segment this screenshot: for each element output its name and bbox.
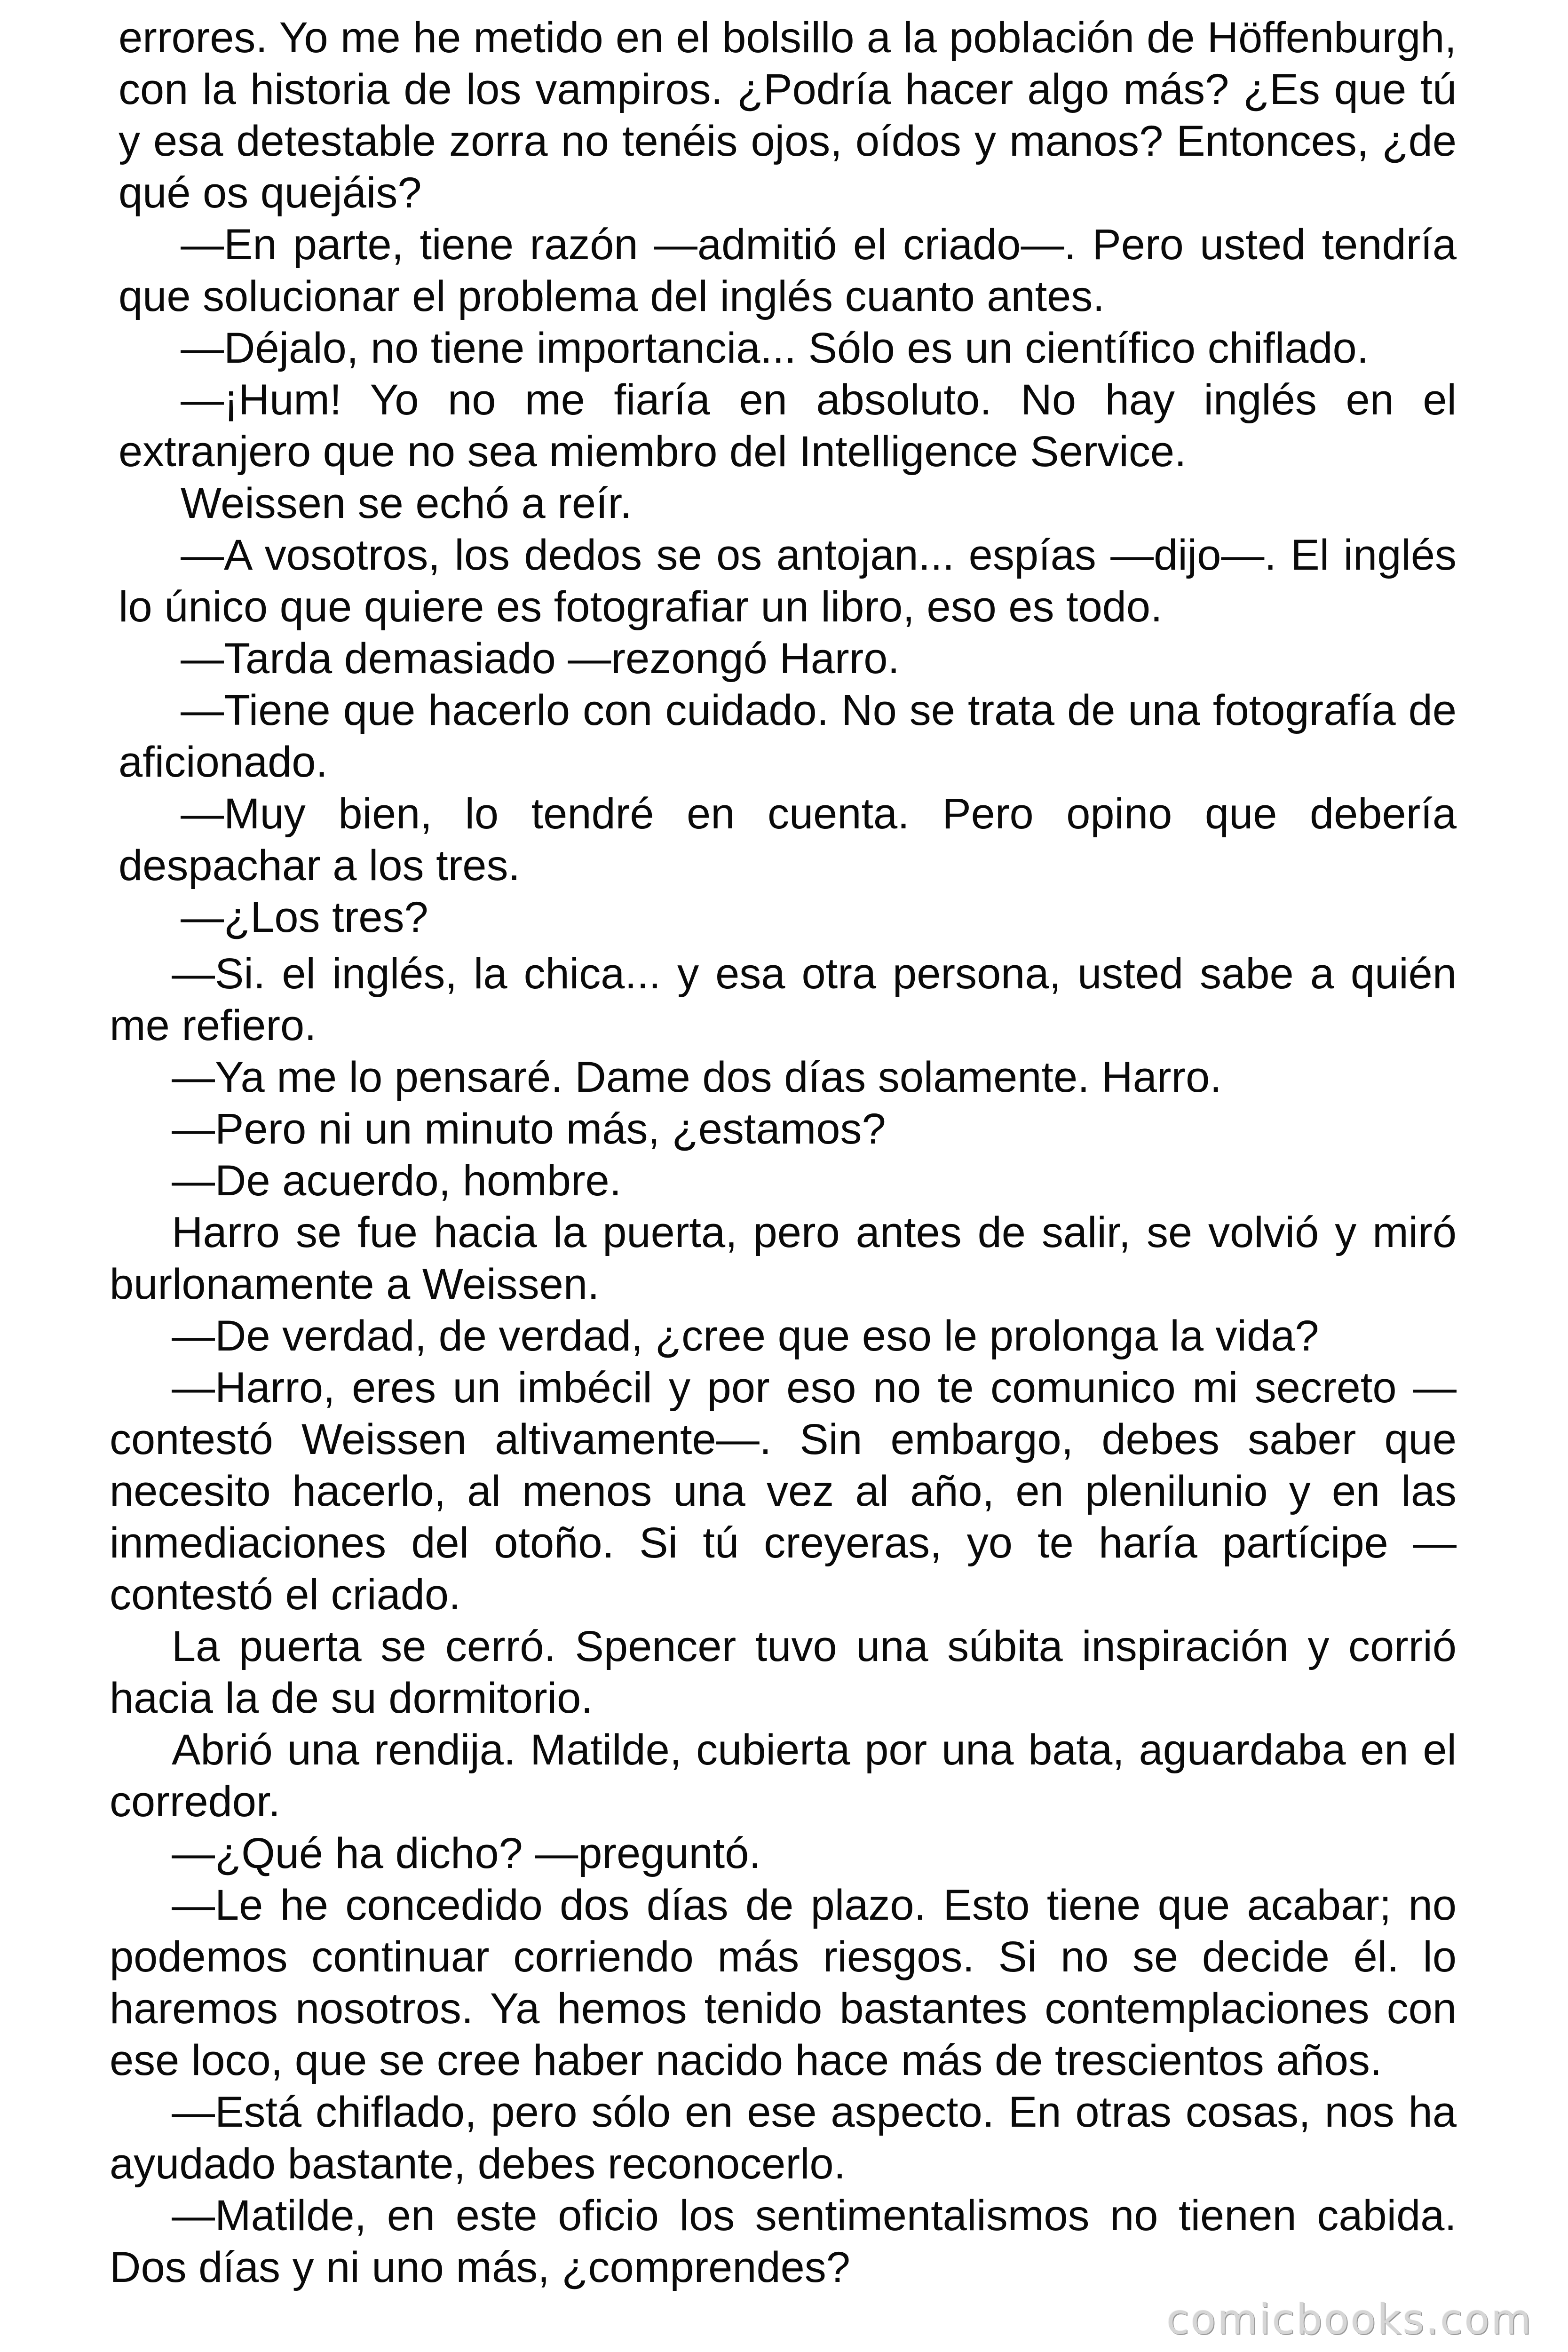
paragraph: Weissen se echó a reír. — [181, 479, 632, 527]
paragraph: —Si. el inglés, la chica... y esa otra persona, usted sabe a quién me refiero. — [110, 950, 1457, 1049]
watermark: comicbooks.com — [1166, 2295, 1533, 2344]
paragraph: —Está chiflado, pero sólo en ese aspecto. En otras cosas, nos ha ayudado bastante, debes reconocerlo. — [110, 2088, 1457, 2188]
text-block-lower — [110, 948, 1457, 2293]
paragraph: —Matilde, en este oficio los sentimentalismos no tienen cabida. Dos días y ni uno más, ¿comprendes? — [110, 2192, 1457, 2291]
paragraph: —Tarda demasiado —rezongó Harro. — [181, 635, 900, 683]
paragraph: Harro se fue hacia la puerta, pero antes de salir, se volvió y miró burlonamente a Weissen. — [110, 1208, 1457, 1308]
text-block-upper — [119, 12, 1457, 943]
paragraph: —En parte, tiene razón —admitió el criado—. Pero usted tendría que solucionar el problema del inglés cuanto antes. — [119, 221, 1457, 320]
paragraph: —Tiene que hacerlo con cuidado. No se trata de una fotografía de aficionado. — [119, 686, 1457, 786]
paragraph: —¡Hum! Yo no me fiaría en absoluto. No hay inglés en el extranjero que no sea miembro del Intelligence Service. — [119, 376, 1457, 476]
paragraph: errores. Yo me he metido en el bolsillo a la población de Höffenburgh, con la historia de los vampiros. ¿Podría hacer algo más? ¿Es que tú y esa detestable zorra no tenéis ojos, oídos y manos? Entonces, ¿de qué os quejáis? — [119, 14, 1457, 217]
paragraph: —Muy bien, lo tendré en cuenta. Pero opino que debería despachar a los tres. — [119, 790, 1457, 890]
paragraph: Abrió una rendija. Matilde, cubierta por una bata, aguardaba en el corredor. — [110, 1726, 1457, 1826]
paragraph: —Pero ni un minuto más, ¿estamos? — [172, 1105, 886, 1153]
paragraph: —¿Los tres? — [181, 893, 428, 941]
paragraph: —Déjalo, no tiene importancia... Sólo es un científico chiflado. — [181, 324, 1369, 372]
paragraph: —De acuerdo, hombre. — [172, 1157, 622, 1205]
paragraph: La puerta se cerró. Spencer tuvo una súbita inspiración y corrió hacia la de su dormitorio. — [110, 1622, 1457, 1722]
paragraph: —Harro, eres un imbécil y por eso no te comunico mi secreto —contestó Weissen altivamente—. Sin embargo, debes saber que necesito hacerlo, al menos una vez al año, en plenilunio y en las inmediaciones del otoño. Si tú creyeras, yo te haría partícipe —contestó el criado. — [110, 1364, 1457, 1619]
paragraph: —Ya me lo pensaré. Dame dos días solamente. Harro. — [172, 1053, 1222, 1101]
paragraph: —¿Qué ha dicho? —preguntó. — [172, 1829, 761, 1877]
paragraph: —De verdad, de verdad, ¿cree que eso le prolonga la vida? — [172, 1312, 1319, 1360]
paragraph: —A vosotros, los dedos se os antojan... espías —dijo—. El inglés lo único que quiere es fotografiar un libro, eso es todo. — [119, 531, 1457, 631]
paragraph: —Le he concedido dos días de plazo. Esto tiene que acabar; no podemos continuar corriendo más riesgos. Si no se decide él. lo haremos nosotros. Ya hemos tenido bastantes contemplaciones con ese loco, que se cree haber nacido hace más de trescientos años. — [110, 1881, 1457, 2084]
